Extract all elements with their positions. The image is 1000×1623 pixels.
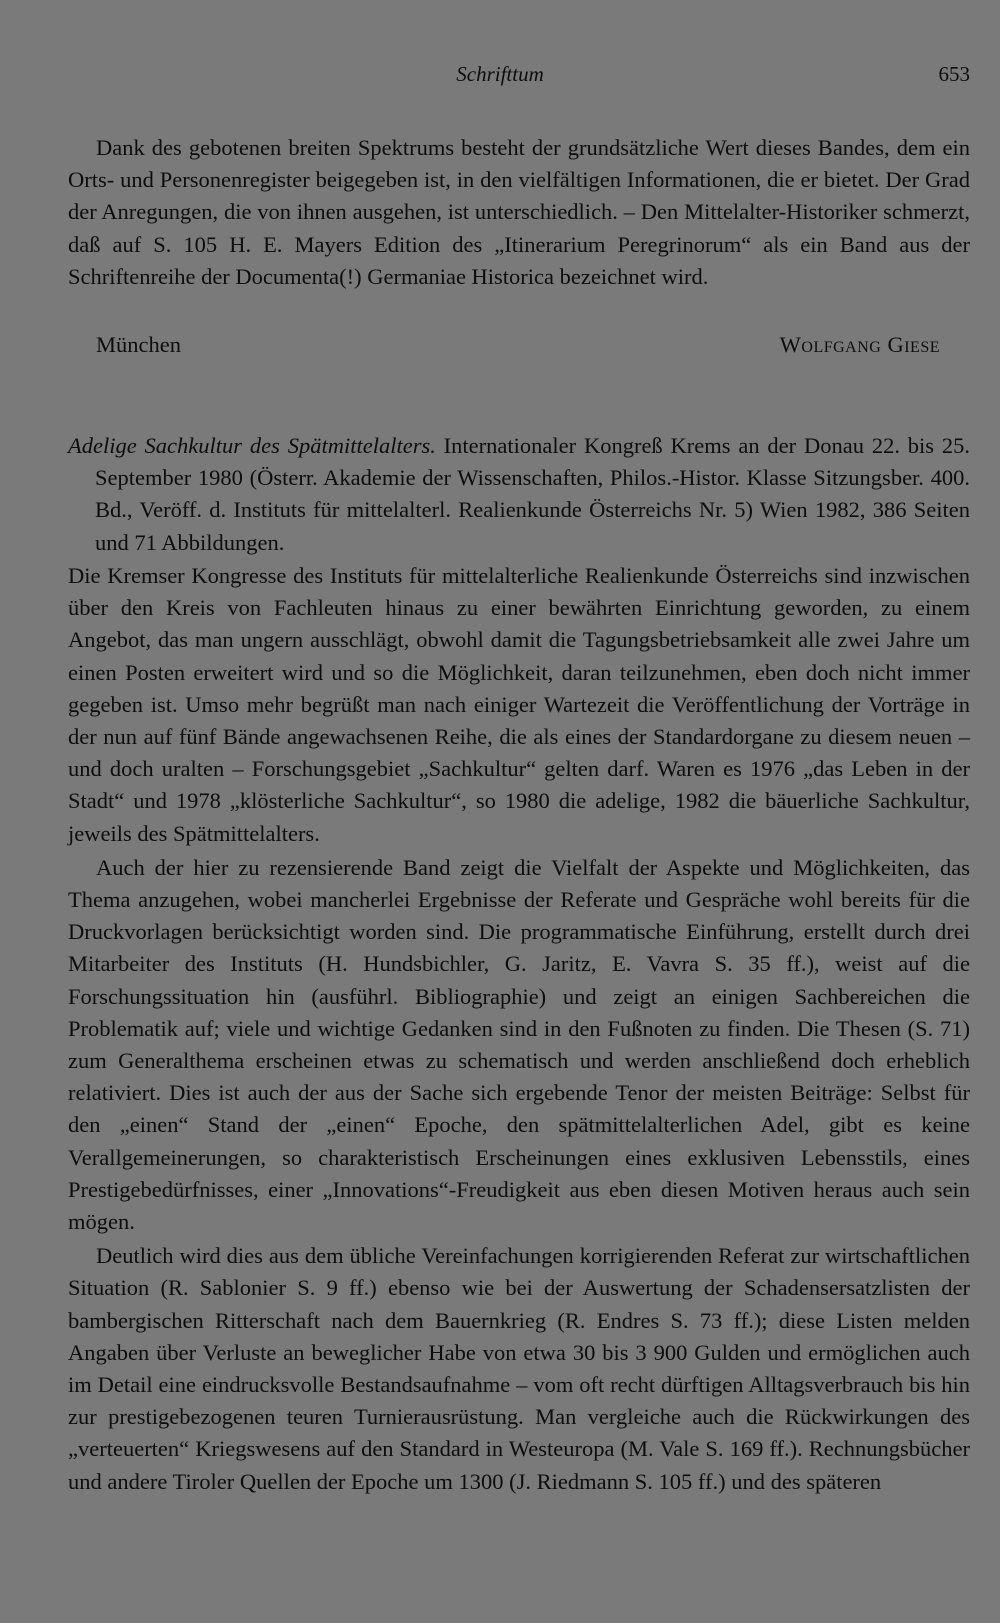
bibliographic-entry xyxy=(68,430,970,559)
book-details: Internationaler Kongreß Krems an der Donau 22. bis 25. September 1980 (Österr. Akademie der Wissenschaften, Philos.-Histor. Klasse Sitzungsber. 400. Bd., Veröff. d. Instituts für mittelalterl. Realienkunde Österreichs Nr. 5) Wien 1982, 386 Seiten und 71 Abbildungen. xyxy=(95,433,971,555)
book-title: Adelige Sachkultur des Spätmittelalters. xyxy=(68,433,436,458)
review-paragraph-3: Deutlich wird dies aus dem übliche Vereinfachungen korrigierenden Referat zur wirtschaftlichen Situation (R. Sablonier S. 9 ff.) ebenso wie bei der Auswertung der Schadensersatzlisten der bambergischen Ritterschaft nach dem Bauernkrieg (R. Endres S. 73 ff.); diese Listen melden Angaben über Verluste an beweglicher Habe von etwa 30 bis 3 900 Gulden und ermöglichen auch im Detail eine eindrucksvolle Bestandsaufnahme – vom oft recht dürftigen Alltagsverbrauch bis hin zur prestigebezogenen teuren Turnierausrüstung. Man vergleiche auch die Rückwirkungen des „verteuerten“ Kriegswesens auf den Standard in Westeuropa (M. Vale S. 169 ff.). Rechnungsbücher und andere Tiroler Quellen der Epoche um 1300 (J. Riedmann S. 105 ff.) und des späteren xyxy=(68,1243,970,1494)
review-signature xyxy=(96,332,940,364)
page-number: 653 xyxy=(938,62,970,86)
signature-author: Wolfgang Giese xyxy=(779,332,940,357)
running-head xyxy=(0,62,1000,92)
first-review-text xyxy=(68,132,970,293)
review-paragraph-1: Die Kremser Kongresse des Instituts für mittelalterliche Realienkunde Österreichs sind inzwischen über den Kreis von Fachleuten hinaus zu einer bewährten Einrichtung geworden, zu einem Angebot, das man ungern ausschlägt, obwohl damit die Tagungsbetriebsamkeit alle zwei Jahre um einen Posten erweitert wird und so die Möglichkeit, daran teilzunehmen, eben doch nicht immer gegeben ist. Umso mehr begrüßt man nach einiger Wartezeit die Veröffentlichung der Vorträge in der nun auf fünf Bände angewachsenen Reihe, die als eines der Standardorgane zu diesem neuen – und doch uralten – Forschungsgebiet „Sachkultur“ gelten darf. Waren es 1976 „das Leben in der Stadt“ und 1978 „klösterliche Sachkultur“, so 1980 die adelige, 1982 die bäuerliche Sachkultur, jeweils des Spätmittelalters. xyxy=(68,563,970,846)
review-paragraph-2: Auch der hier zu rezensierende Band zeigt die Vielfalt der Aspekte und Möglichkeiten, das Thema anzugehen, wobei mancherlei Ergebnisse der Referate und Gespräche wohl bereits für die Druckvorlagen berücksichtigt worden sind. Die programmatische Einführung, erstellt durch drei Mitarbeiter des Instituts (H. Hundsbichler, G. Jaritz, E. Vavra S. 35 ff.), weist auf die Forschungssituation hin (ausführl. Bibliographie) und zeigt an einigen Sachbereichen die Problematik auf; viele und wichtige Gedanken sind in den Fußnoten zu finden. Die Thesen (S. 71) zum Generalthema erscheinen etwas zu schematisch und werden anschließend doch erheblich relativiert. Dies ist auch der aus der Sache sich ergebende Tenor der meisten Beiträge: Selbst für den „einen“ Stand der „einen“ Epoche, den spätmittelalterlichen Adel, gibt es keine Verallgemeinerungen, so charakteristisch Erscheinungen eines exklusiven Lebensstils, eines Prestigebedürfnisses, einer „Innovations“-Freudigkeit aus eben diesen Motiven heraus auch sein mögen. xyxy=(68,854,970,1235)
first-review-paragraph: Dank des gebotenen breiten Spektrums besteht der grundsätzliche Wert dieses Bandes, dem ein Orts- und Personenregister beigegeben ist, in den vielfältigen Informationen, die er bietet. Der Grad der Anregungen, die von ihnen ausgehen, ist unterschiedlich. – Den Mittelalter-Historiker schmerzt, daß auf S. 105 H. E. Mayers Edition des „Itinerarium Peregrinorum“ als ein Band aus der Schriftenreihe der Documenta(!) Germaniae Historica bezeichnet wird. xyxy=(68,135,970,289)
second-review-text xyxy=(68,560,970,1498)
signature-place: München xyxy=(96,332,181,357)
running-title: Schrifttum xyxy=(456,62,544,86)
